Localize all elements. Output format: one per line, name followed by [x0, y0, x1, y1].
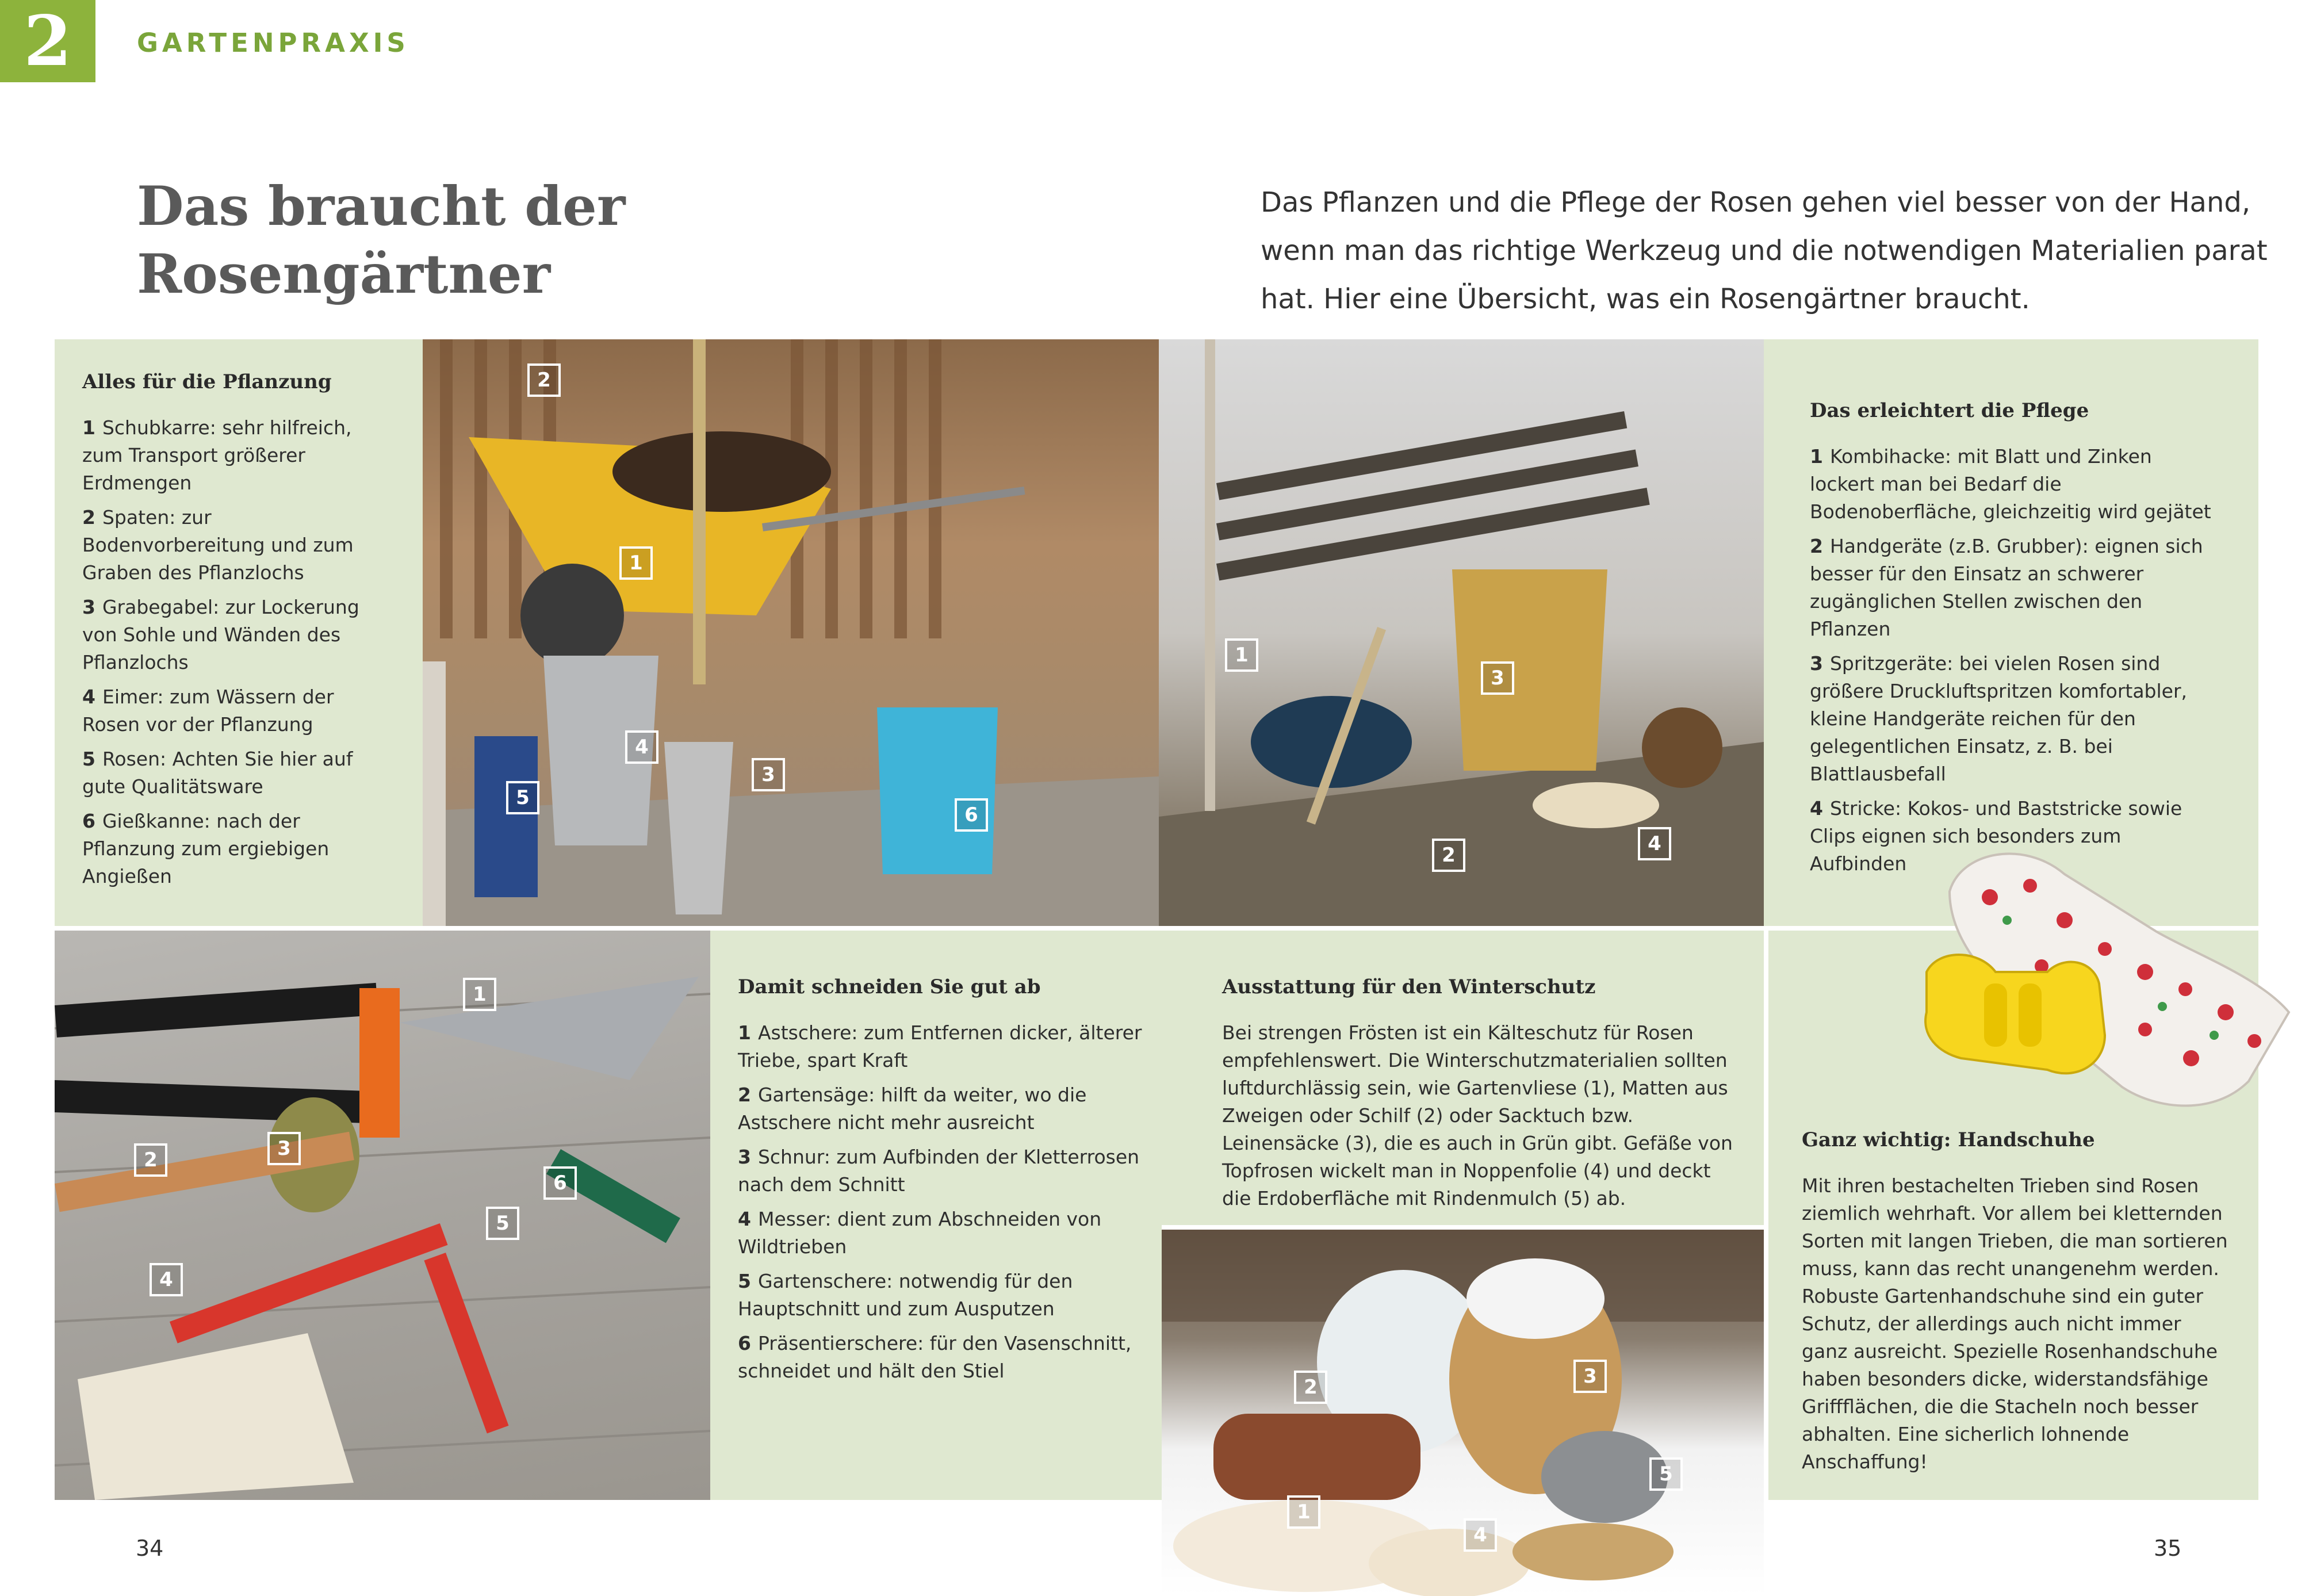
schneiden-box [738, 973, 1152, 1392]
pflege-box [1764, 339, 2258, 926]
marker: 4 [1464, 1518, 1497, 1552]
list-item: 3 Spritzgeräte: bei vielen Rosen sind größere Druckluftspritzen komfortabler, kleine Handgeräte reichen für den gelegentlichen Einsatz, z. B. bei Blattlausbefall [1810, 652, 2188, 785]
marker: 5 [506, 781, 539, 814]
schneiden-heading: Damit schneiden Sie gut ab [738, 975, 1041, 998]
chapter-number: 2 [0, 0, 95, 82]
page-number-left: 34 [136, 1536, 164, 1561]
marker: 2 [1294, 1371, 1327, 1404]
intro-text: Das Pflanzen und die Pflege der Rosen gehen viel besser von der Hand, wenn man das richtige Werkzeug und die notwendigen Materialien parat hat. Hier eine Übersicht, was ein Rosengärtner braucht. [1261, 186, 2268, 315]
marker: 3 [267, 1132, 301, 1165]
page-title [137, 173, 625, 308]
marker: 1 [619, 546, 653, 580]
pflanzung-box [55, 339, 423, 926]
list-item: 5 Rosen: Achten Sie hier auf gute Qualitätsware [82, 748, 353, 798]
winter-photo [1162, 1230, 1764, 1596]
marker: 6 [543, 1166, 577, 1200]
title-line-1: Das braucht der [137, 175, 626, 238]
list-item: 1 Schubkarre: sehr hilfreich, zum Transport größerer Erdmengen [82, 416, 352, 494]
marker: 5 [486, 1207, 519, 1240]
marker: 4 [1638, 827, 1671, 860]
list-item: 2 Handgeräte (z.B. Grubber): eignen sich besser für den Einsatz an schwerer zugänglichen Stellen zwischen den Pflanzen [1810, 535, 2203, 640]
list-item: 6 Gießkanne: nach der Pflanzung zum ergiebigen Angießen [82, 810, 330, 887]
winterschutz-box [1222, 973, 1734, 1219]
handschuhe-text: Mit ihren bestachelten Trieben sind Rosen ziemlich wehrhaft. Vor allem bei kletternden Sorten mit langen Trieben, die man sortieren muss, kann das recht unangenehm werden. Robuste Gartenhandschuhe sind ein guter Schutz, der allerdings auch nicht immer ganz ausreicht. Spezielle Rosenhandschuhe haben besonders dicke, widerstandsfähige Griffflächen, die die Stacheln noch besser abhalten. Eine sicherlich lohnende Anschaffung! [1802, 1174, 2228, 1473]
list-item: 5 Gartenschere: notwendig für den Hauptschnitt und zum Ausputzen [738, 1270, 1073, 1320]
pflege-heading: Das erleichtert die Pflege [1810, 399, 2089, 422]
list-item: 1 Astschere: zum Entfernen dicker, älterer Triebe, spart Kraft [738, 1021, 1142, 1071]
list-item: 2 Gartensäge: hilft da weiter, wo die Astschere nicht mehr ausreicht [738, 1084, 1087, 1134]
winterschutz-heading: Ausstattung für den Winterschutz [1222, 975, 1596, 998]
wheelbarrow-photo [423, 339, 1159, 926]
list-item: 3 Schnur: zum Aufbinden der Kletterrosen nach dem Schnitt [738, 1146, 1140, 1196]
bench-photo [1159, 339, 1764, 926]
marker: 2 [527, 363, 561, 397]
list-item: 4 Stricke: Kokos- und Baststricke sowie Clips eignen sich besonders zum Aufbinden [1810, 797, 2182, 875]
marker: 3 [752, 758, 785, 791]
page-number-right: 35 [2154, 1536, 2182, 1561]
marker: 2 [134, 1143, 167, 1177]
list-item: 6 Präsentierschere: für den Vasenschnitt, schneidet und hält den Stiel [738, 1332, 1132, 1382]
marker: 1 [463, 978, 496, 1011]
title-line-2: Rosengärtner [137, 243, 551, 306]
wheelbarrow-illustration [423, 339, 1159, 926]
list-item: 2 Spaten: zur Bodenvorbereitung und zum Graben des Pflanzlochs [82, 506, 354, 584]
cutting-tools-photo [55, 931, 710, 1500]
handschuhe-heading: Ganz wichtig: Handschuhe [1802, 1128, 2095, 1151]
marker: 6 [955, 798, 988, 832]
marker: 3 [1573, 1360, 1607, 1393]
pflanzung-heading: Alles für die Pflanzung [82, 370, 332, 393]
list-item: 3 Grabegabel: zur Lockerung von Sohle und Wänden des Pflanzlochs [82, 596, 359, 673]
marker: 1 [1225, 638, 1258, 672]
list-item: 4 Eimer: zum Wässern der Rosen vor der Pflanzung [82, 686, 334, 736]
list-item: 1 Kombihacke: mit Blatt und Zinken lockert man bei Bedarf die Bodenoberfläche, gleichzeitig wird gejätet [1810, 445, 2211, 523]
winterschutz-text: Bei strengen Frösten ist ein Kälteschutz für Rosen empfehlenswert. Die Winterschutzmaterialien sollten luftdurchlässig sein, wie Gartenvliese (1), Matten aus Zweigen oder Schilf (2) oder Sacktuch bzw. Leinensäcke (3), die es auch in Grün gibt. Gefäße von Topfrosen wickelt man in Noppenfolie (4) und deckt die Erdoberfläche mit Rindenmulch (5) ab. [1222, 1021, 1733, 1210]
cutting-tools-illustration [55, 931, 710, 1500]
marker: 4 [625, 730, 658, 764]
marker: 5 [1649, 1457, 1683, 1491]
bench-illustration [1159, 339, 1764, 926]
list-item: 4 Messer: dient zum Abschneiden von Wildtrieben [738, 1208, 1102, 1258]
gloves-icon [1915, 840, 2306, 1139]
marker: 4 [150, 1263, 183, 1296]
marker: 3 [1481, 661, 1514, 695]
marker: 1 [1287, 1495, 1320, 1529]
section-label: GARTENPRAXIS [137, 28, 409, 58]
marker: 2 [1432, 839, 1465, 872]
winter-illustration [1162, 1230, 1764, 1596]
